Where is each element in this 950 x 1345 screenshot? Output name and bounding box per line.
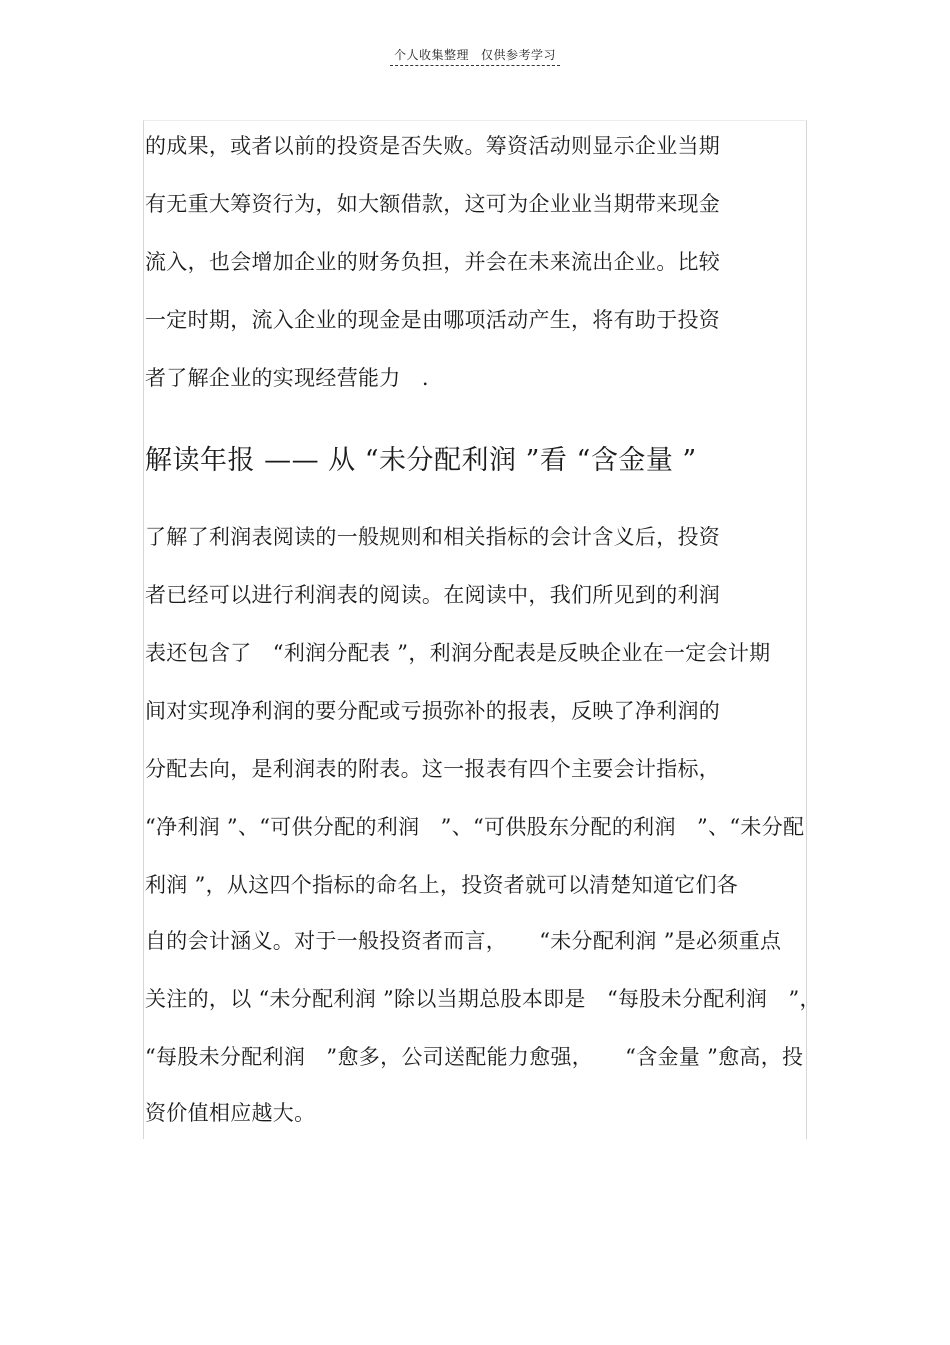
text-line: 关注的，以 “未分配利润 ”除以当期总股本即是 “每股未分配利润 ”，: [145, 987, 821, 1011]
text-line: 利润 ”，从这四个指标的命名上，投资者就可以清楚知道它们各: [145, 873, 739, 897]
text-line: 自的会计涵义。对于一般投资者而言， “未分配利润 ”是必须重点: [145, 929, 782, 953]
page-header: [0, 44, 950, 66]
header-right: 仅供参考学习: [481, 48, 557, 62]
text-line: 者了解企业的实现经营能力 .: [145, 366, 429, 390]
header-text: [390, 46, 560, 66]
section-heading: 解读年报 —— 从 “未分配利润 ”看 “含金量 ”: [145, 445, 697, 476]
text-line: 间对实现净利润的要分配或亏损弥补的报表，反映了净利润的: [145, 699, 721, 723]
text-line: 了解了利润表阅读的一般规则和相关指标的会计含义后，投资: [145, 525, 721, 549]
header-left: 个人收集整理: [393, 48, 469, 62]
text-line: 者已经可以进行利润表的阅读。在阅读中，我们所见到的利润: [145, 583, 721, 607]
text-line: 分配去向，是利润表的附表。这一报表有四个主要会计指标，: [145, 757, 721, 781]
text-line: 的成果，或者以前的投资是否失败。筹资活动则显示企业当期: [145, 134, 721, 158]
text-line: “净利润 ”、“可供分配的利润 ”、“可供股东分配的利润 ”、“未分配: [145, 815, 805, 839]
text-line: 资价值相应越大。: [145, 1101, 316, 1125]
text-line: 一定时期，流入企业的现金是由哪项活动产生，将有助于投资: [145, 308, 721, 332]
text-line: 表还包含了 “利润分配表 ”，利润分配表是反映企业在一定会计期: [145, 641, 771, 665]
text-line: 有无重大筹资行为，如大额借款，这可为企业业当期带来现金: [145, 192, 721, 216]
text-line: “每股未分配利润 ”愈多，公司送配能力愈强， “含金量 ”愈高，投: [145, 1045, 804, 1069]
text-line: 流入，也会增加企业的财务负担，并会在未来流出企业。比较: [145, 250, 721, 274]
